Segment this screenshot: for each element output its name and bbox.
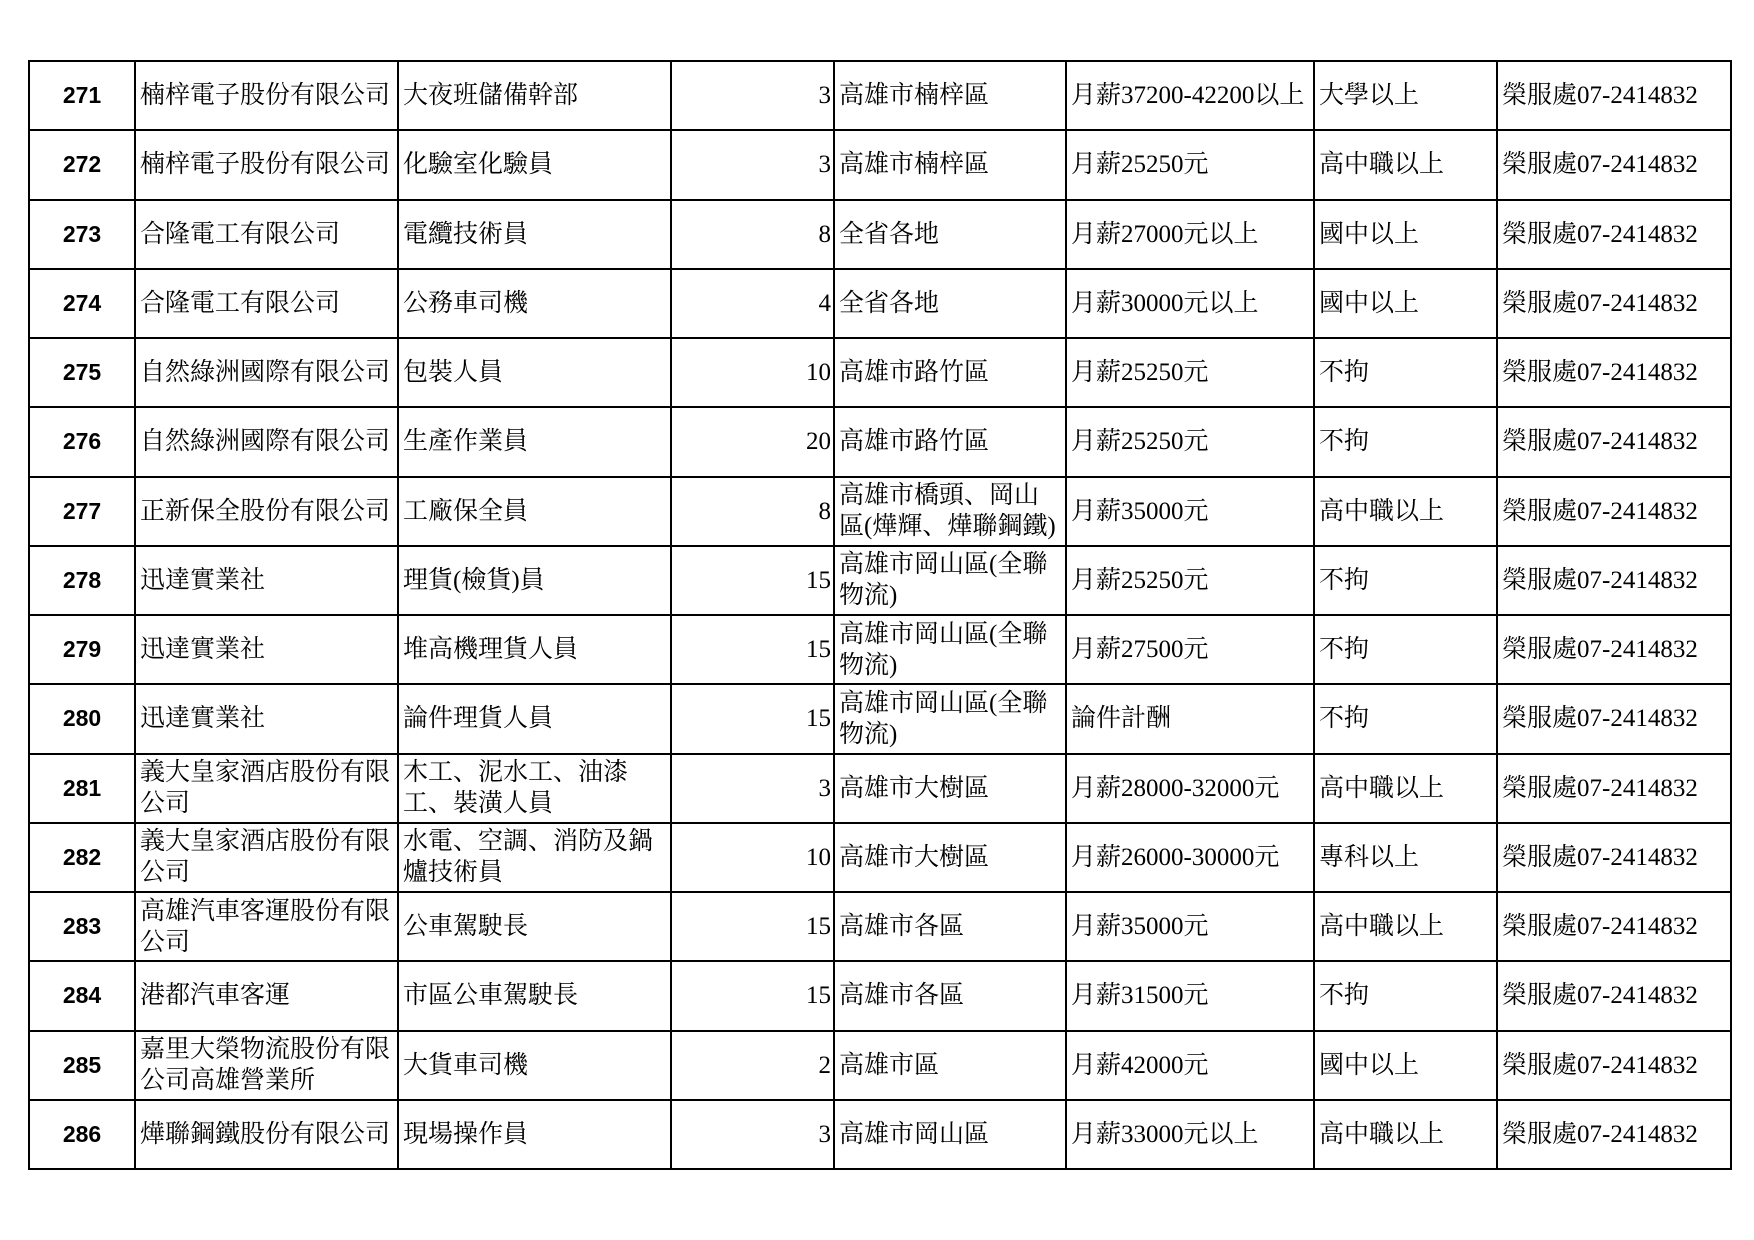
salary: 月薪37200-42200以上 <box>1066 61 1314 130</box>
openings-count: 10 <box>671 338 834 407</box>
contact-info: 榮服處07-2414832 <box>1497 684 1731 753</box>
openings-count: 15 <box>671 684 834 753</box>
openings-count: 10 <box>671 823 834 892</box>
job-position: 大貨車司機 <box>398 1031 671 1100</box>
listing-number: 271 <box>29 61 135 130</box>
education-requirement: 高中職以上 <box>1314 477 1497 546</box>
contact-info: 榮服處07-2414832 <box>1497 961 1731 1030</box>
company-name: 港都汽車客運 <box>135 961 398 1030</box>
work-location: 高雄市區 <box>834 1031 1066 1100</box>
table-row <box>29 961 1731 1030</box>
table-row <box>29 615 1731 684</box>
education-requirement: 專科以上 <box>1314 823 1497 892</box>
education-requirement: 不拘 <box>1314 684 1497 753</box>
education-requirement: 高中職以上 <box>1314 1100 1497 1169</box>
work-location: 高雄市楠梓區 <box>834 130 1066 199</box>
work-location: 高雄市各區 <box>834 892 1066 961</box>
contact-info: 榮服處07-2414832 <box>1497 1031 1731 1100</box>
education-requirement: 不拘 <box>1314 615 1497 684</box>
table-row <box>29 130 1731 199</box>
contact-info: 榮服處07-2414832 <box>1497 200 1731 269</box>
work-location: 高雄市大樹區 <box>834 754 1066 823</box>
salary: 月薪33000元以上 <box>1066 1100 1314 1169</box>
listing-number: 274 <box>29 269 135 338</box>
contact-info: 榮服處07-2414832 <box>1497 130 1731 199</box>
education-requirement: 國中以上 <box>1314 1031 1497 1100</box>
salary: 月薪35000元 <box>1066 892 1314 961</box>
company-name: 合隆電工有限公司 <box>135 200 398 269</box>
contact-info: 榮服處07-2414832 <box>1497 823 1731 892</box>
contact-info: 榮服處07-2414832 <box>1497 615 1731 684</box>
company-name: 迅達實業社 <box>135 546 398 615</box>
job-position: 論件理貨人員 <box>398 684 671 753</box>
salary: 月薪35000元 <box>1066 477 1314 546</box>
company-name: 合隆電工有限公司 <box>135 269 398 338</box>
education-requirement: 國中以上 <box>1314 269 1497 338</box>
education-requirement: 不拘 <box>1314 338 1497 407</box>
company-name: 楠梓電子股份有限公司 <box>135 130 398 199</box>
contact-info: 榮服處07-2414832 <box>1497 477 1731 546</box>
contact-info: 榮服處07-2414832 <box>1497 61 1731 130</box>
salary: 月薪31500元 <box>1066 961 1314 1030</box>
job-position: 堆高機理貨人員 <box>398 615 671 684</box>
company-name: 義大皇家酒店股份有限公司 <box>135 754 398 823</box>
company-name: 高雄汽車客運股份有限公司 <box>135 892 398 961</box>
salary: 論件計酬 <box>1066 684 1314 753</box>
work-location: 高雄市岡山區(全聯物流) <box>834 684 1066 753</box>
listing-number: 282 <box>29 823 135 892</box>
job-position: 大夜班儲備幹部 <box>398 61 671 130</box>
openings-count: 15 <box>671 615 834 684</box>
salary: 月薪26000-30000元 <box>1066 823 1314 892</box>
job-position: 木工、泥水工、油漆工、裝潢人員 <box>398 754 671 823</box>
education-requirement: 高中職以上 <box>1314 892 1497 961</box>
listing-number: 286 <box>29 1100 135 1169</box>
work-location: 高雄市大樹區 <box>834 823 1066 892</box>
company-name: 自然綠洲國際有限公司 <box>135 407 398 476</box>
openings-count: 20 <box>671 407 834 476</box>
education-requirement: 不拘 <box>1314 546 1497 615</box>
openings-count: 4 <box>671 269 834 338</box>
job-position: 電纜技術員 <box>398 200 671 269</box>
openings-count: 15 <box>671 546 834 615</box>
company-name: 迅達實業社 <box>135 684 398 753</box>
work-location: 全省各地 <box>834 269 1066 338</box>
company-name: 嘉里大榮物流股份有限公司高雄營業所 <box>135 1031 398 1100</box>
salary: 月薪42000元 <box>1066 1031 1314 1100</box>
salary: 月薪25250元 <box>1066 546 1314 615</box>
listing-number: 272 <box>29 130 135 199</box>
table-row <box>29 823 1731 892</box>
work-location: 高雄市楠梓區 <box>834 61 1066 130</box>
listing-number: 279 <box>29 615 135 684</box>
job-position: 生產作業員 <box>398 407 671 476</box>
table-row <box>29 546 1731 615</box>
job-position: 公車駕駛長 <box>398 892 671 961</box>
openings-count: 3 <box>671 130 834 199</box>
education-requirement: 國中以上 <box>1314 200 1497 269</box>
listing-number: 281 <box>29 754 135 823</box>
salary: 月薪28000-32000元 <box>1066 754 1314 823</box>
contact-info: 榮服處07-2414832 <box>1497 338 1731 407</box>
company-name: 正新保全股份有限公司 <box>135 477 398 546</box>
listing-number: 277 <box>29 477 135 546</box>
education-requirement: 高中職以上 <box>1314 754 1497 823</box>
job-position: 水電、空調、消防及鍋爐技術員 <box>398 823 671 892</box>
table-row <box>29 754 1731 823</box>
company-name: 迅達實業社 <box>135 615 398 684</box>
table-row <box>29 407 1731 476</box>
listing-number: 273 <box>29 200 135 269</box>
openings-count: 3 <box>671 1100 834 1169</box>
table-row <box>29 477 1731 546</box>
table-row <box>29 269 1731 338</box>
work-location: 高雄市岡山區(全聯物流) <box>834 615 1066 684</box>
openings-count: 3 <box>671 61 834 130</box>
work-location: 全省各地 <box>834 200 1066 269</box>
job-position: 現場操作員 <box>398 1100 671 1169</box>
education-requirement: 不拘 <box>1314 961 1497 1030</box>
table-row <box>29 61 1731 130</box>
job-rows <box>29 61 1731 1169</box>
contact-info: 榮服處07-2414832 <box>1497 407 1731 476</box>
contact-info: 榮服處07-2414832 <box>1497 269 1731 338</box>
salary: 月薪25250元 <box>1066 338 1314 407</box>
work-location: 高雄市路竹區 <box>834 338 1066 407</box>
listing-number: 278 <box>29 546 135 615</box>
table-row <box>29 200 1731 269</box>
job-listing-table <box>28 60 1732 1170</box>
salary: 月薪27000元以上 <box>1066 200 1314 269</box>
job-position: 市區公車駕駛長 <box>398 961 671 1030</box>
work-location: 高雄市路竹區 <box>834 407 1066 476</box>
job-position: 理貨(檢貨)員 <box>398 546 671 615</box>
salary: 月薪27500元 <box>1066 615 1314 684</box>
openings-count: 2 <box>671 1031 834 1100</box>
work-location: 高雄市岡山區 <box>834 1100 1066 1169</box>
table-row <box>29 684 1731 753</box>
openings-count: 8 <box>671 200 834 269</box>
company-name: 燁聯鋼鐵股份有限公司 <box>135 1100 398 1169</box>
listing-number: 283 <box>29 892 135 961</box>
job-position: 包裝人員 <box>398 338 671 407</box>
listing-number: 284 <box>29 961 135 1030</box>
listing-number: 285 <box>29 1031 135 1100</box>
salary: 月薪30000元以上 <box>1066 269 1314 338</box>
job-position: 公務車司機 <box>398 269 671 338</box>
education-requirement: 大學以上 <box>1314 61 1497 130</box>
job-position: 化驗室化驗員 <box>398 130 671 199</box>
contact-info: 榮服處07-2414832 <box>1497 1100 1731 1169</box>
listing-number: 276 <box>29 407 135 476</box>
listing-number: 275 <box>29 338 135 407</box>
company-name: 楠梓電子股份有限公司 <box>135 61 398 130</box>
education-requirement: 不拘 <box>1314 407 1497 476</box>
job-position: 工廠保全員 <box>398 477 671 546</box>
openings-count: 15 <box>671 892 834 961</box>
salary: 月薪25250元 <box>1066 407 1314 476</box>
work-location: 高雄市橋頭、岡山區(燁輝、燁聯鋼鐵) <box>834 477 1066 546</box>
contact-info: 榮服處07-2414832 <box>1497 754 1731 823</box>
openings-count: 3 <box>671 754 834 823</box>
table-row <box>29 892 1731 961</box>
contact-info: 榮服處07-2414832 <box>1497 892 1731 961</box>
openings-count: 15 <box>671 961 834 1030</box>
salary: 月薪25250元 <box>1066 130 1314 199</box>
table-row <box>29 338 1731 407</box>
company-name: 自然綠洲國際有限公司 <box>135 338 398 407</box>
education-requirement: 高中職以上 <box>1314 130 1497 199</box>
work-location: 高雄市岡山區(全聯物流) <box>834 546 1066 615</box>
openings-count: 8 <box>671 477 834 546</box>
work-location: 高雄市各區 <box>834 961 1066 1030</box>
table-row <box>29 1031 1731 1100</box>
table-row <box>29 1100 1731 1169</box>
listing-number: 280 <box>29 684 135 753</box>
contact-info: 榮服處07-2414832 <box>1497 546 1731 615</box>
company-name: 義大皇家酒店股份有限公司 <box>135 823 398 892</box>
